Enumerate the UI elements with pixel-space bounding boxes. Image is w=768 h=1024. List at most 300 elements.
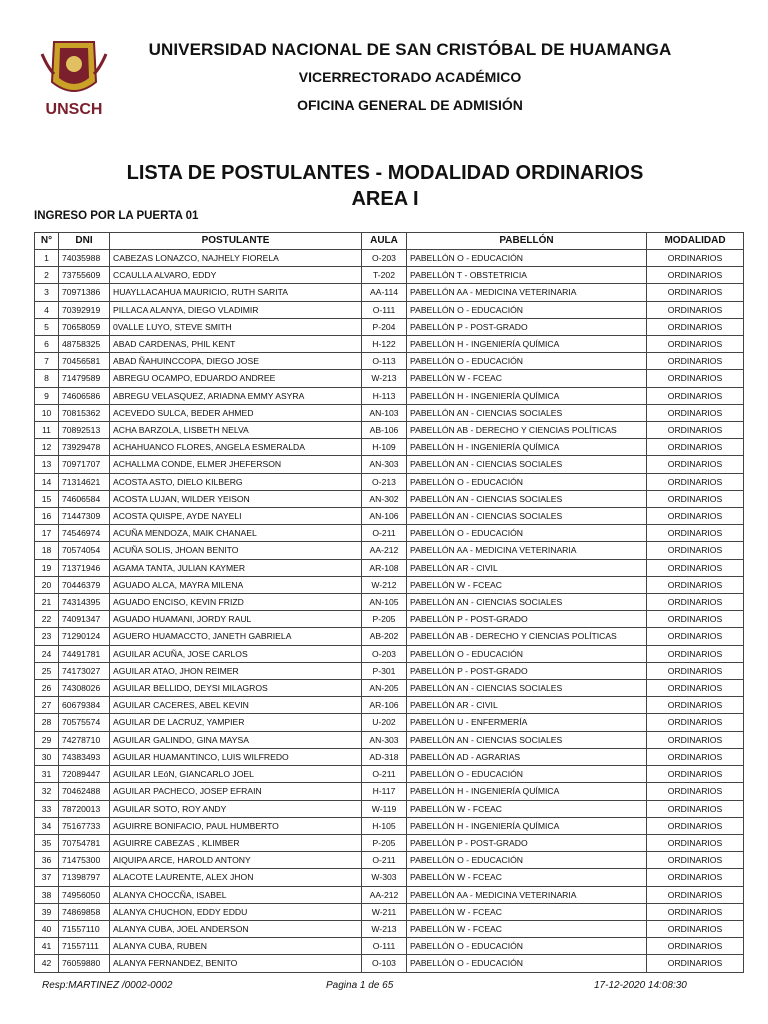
cell-classroom: P-205 [362,611,407,628]
cell-number: 30 [35,748,59,765]
cell-modality: ORDINARIOS [647,611,744,628]
cell-modality: ORDINARIOS [647,576,744,593]
cell-classroom: O-203 [362,250,407,267]
table-row [35,490,744,507]
cell-dni: 70574054 [59,542,110,559]
cell-number: 16 [35,508,59,525]
cell-applicant: AGUADO ENCISO, KEVIN FRIZD [110,594,362,611]
cell-pavilion: PABELLÓN O - EDUCACIÓN [407,645,647,662]
cell-classroom: O-211 [362,525,407,542]
cell-classroom: AN-303 [362,456,407,473]
cell-modality: ORDINARIOS [647,490,744,507]
cell-dni: 70971386 [59,284,110,301]
cell-dni: 74869858 [59,903,110,920]
cell-classroom: P-204 [362,318,407,335]
cell-dni: 70462488 [59,783,110,800]
cell-classroom: P-205 [362,834,407,851]
cell-number: 11 [35,422,59,439]
cell-number: 42 [35,955,59,972]
cell-pavilion: PABELLÓN W - FCEAC [407,800,647,817]
cell-modality: ORDINARIOS [647,645,744,662]
cell-classroom: AN-302 [362,490,407,507]
university-name: UNIVERSIDAD NACIONAL DE SAN CRISTÓBAL DE HUAMANGA [148,40,672,59]
cell-number: 22 [35,611,59,628]
cell-dni: 71314621 [59,473,110,490]
cell-dni: 73929478 [59,439,110,456]
cell-number: 36 [35,852,59,869]
col-pavilion: PABELLÓN [407,233,647,250]
cell-dni: 74035988 [59,250,110,267]
cell-classroom: AA-212 [362,542,407,559]
cell-number: 33 [35,800,59,817]
table-row [35,318,744,335]
cell-number: 15 [35,490,59,507]
table-row [35,766,744,783]
cell-pavilion: PABELLÓN AA - MEDICINA VETERINARIA [407,886,647,903]
cell-modality: ORDINARIOS [647,714,744,731]
cell-applicant: ALANYA CHOCCÑA, ISABEL [110,886,362,903]
cell-number: 2 [35,267,59,284]
cell-number: 37 [35,869,59,886]
cell-number: 20 [35,576,59,593]
cell-applicant: ABAD CARDENAS, PHIL KENT [110,336,362,353]
table-row [35,473,744,490]
cell-applicant: AGUILAR HUAMANTINCO, LUIS WILFREDO [110,748,362,765]
cell-classroom: O-211 [362,766,407,783]
cell-pavilion: PABELLÓN O - EDUCACIÓN [407,473,647,490]
cell-classroom: P-301 [362,662,407,679]
applicants-table [34,232,744,973]
cell-pavilion: PABELLÓN T - OBSTETRICIA [407,267,647,284]
cell-dni: 78720013 [59,800,110,817]
cell-dni: 70815362 [59,404,110,421]
table-row [35,800,744,817]
cell-dni: 71479589 [59,370,110,387]
cell-modality: ORDINARIOS [647,267,744,284]
footer-page: Pagina 1 de 65 [326,980,394,991]
table-row [35,938,744,955]
cell-modality: ORDINARIOS [647,594,744,611]
footer-responsible: Resp:MARTINEZ /0002-0002 [42,980,173,991]
logo-text: UNSCH [45,101,103,118]
cell-applicant: AGUILAR CACERES, ABEL KEVIN [110,697,362,714]
cell-classroom: W-213 [362,920,407,937]
cell-dni: 70658059 [59,318,110,335]
cell-pavilion: PABELLÓN AN - CIENCIAS SOCIALES [407,731,647,748]
cell-applicant: AGUERO HUAMACCTO, JANETH GABRIELA [110,628,362,645]
table-row [35,611,744,628]
cell-classroom: H-113 [362,387,407,404]
table-row [35,456,744,473]
cell-modality: ORDINARIOS [647,731,744,748]
cell-modality: ORDINARIOS [647,284,744,301]
table-row [35,628,744,645]
table-row [35,284,744,301]
cell-dni: 71447309 [59,508,110,525]
cell-pavilion: PABELLÓN O - EDUCACIÓN [407,766,647,783]
table-row [35,645,744,662]
cell-applicant: ACHALLMA CONDE, ELMER JHEFERSON [110,456,362,473]
cell-classroom: AB-202 [362,628,407,645]
cell-pavilion: PABELLÓN H - INGENIERÍA QUÍMICA [407,817,647,834]
table-row [35,680,744,697]
cell-classroom: AA-212 [362,886,407,903]
cell-classroom: O-111 [362,938,407,955]
cell-modality: ORDINARIOS [647,559,744,576]
cell-pavilion: PABELLÓN AB - DERECHO Y CIENCIAS POLÍTICAS [407,422,647,439]
cell-classroom: H-105 [362,817,407,834]
cell-applicant: ALANYA CHUCHON, EDDY EDDU [110,903,362,920]
cell-number: 27 [35,697,59,714]
cell-number: 6 [35,336,59,353]
cell-dni: 71371946 [59,559,110,576]
table-row [35,869,744,886]
table-row [35,955,744,972]
cell-pavilion: PABELLÓN AN - CIENCIAS SOCIALES [407,508,647,525]
cell-dni: 74278710 [59,731,110,748]
cell-classroom: O-103 [362,955,407,972]
table-header-row [35,233,744,250]
cell-pavilion: PABELLÓN P - POST-GRADO [407,834,647,851]
cell-dni: 76059880 [59,955,110,972]
cell-number: 23 [35,628,59,645]
cell-number: 9 [35,387,59,404]
cell-classroom: W-213 [362,370,407,387]
cell-applicant: ALANYA CUBA, JOEL ANDERSON [110,920,362,937]
cell-applicant: AGUILAR ACUÑA, JOSE CARLOS [110,645,362,662]
cell-pavilion: PABELLÓN O - EDUCACIÓN [407,938,647,955]
cell-dni: 74308026 [59,680,110,697]
cell-modality: ORDINARIOS [647,766,744,783]
cell-classroom: AR-108 [362,559,407,576]
cell-modality: ORDINARIOS [647,387,744,404]
university-logo [34,34,114,126]
cell-classroom: H-109 [362,439,407,456]
cell-applicant: AGUILAR DE LACRUZ, YAMPIER [110,714,362,731]
cell-pavilion: PABELLÓN W - FCEAC [407,370,647,387]
table-row [35,267,744,284]
cell-dni: 70971707 [59,456,110,473]
cell-pavilion: PABELLÓN AR - CIVIL [407,559,647,576]
cell-dni: 70446379 [59,576,110,593]
cell-modality: ORDINARIOS [647,353,744,370]
cell-classroom: AN-205 [362,680,407,697]
cell-dni: 74314395 [59,594,110,611]
cell-number: 28 [35,714,59,731]
cell-modality: ORDINARIOS [647,903,744,920]
cell-pavilion: PABELLÓN H - INGENIERÍA QUÍMICA [407,439,647,456]
cell-pavilion: PABELLÓN O - EDUCACIÓN [407,852,647,869]
cell-classroom: AA-114 [362,284,407,301]
gate-label: INGRESO POR LA PUERTA 01 [34,210,199,222]
cell-number: 19 [35,559,59,576]
table-row [35,387,744,404]
cell-applicant: ACOSTA LUJAN, WILDER YEISON [110,490,362,507]
cell-pavilion: PABELLÓN O - EDUCACIÓN [407,250,647,267]
col-modality: MODALIDAD [647,233,744,250]
cell-dni: 71398797 [59,869,110,886]
cell-applicant: ACHA BARZOLA, LISBETH NELVA [110,422,362,439]
cell-applicant: AGUILAR GALINDO, GINA MAYSA [110,731,362,748]
admission-office: OFICINA GENERAL DE ADMISIÓN [297,97,523,113]
cell-number: 3 [35,284,59,301]
table-row [35,576,744,593]
cell-modality: ORDINARIOS [647,869,744,886]
table-row [35,250,744,267]
cell-applicant: ACUÑA SOLIS, JHOAN BENITO [110,542,362,559]
cell-modality: ORDINARIOS [647,834,744,851]
cell-classroom: O-203 [362,645,407,662]
cell-modality: ORDINARIOS [647,370,744,387]
table-row [35,559,744,576]
cell-dni: 70892513 [59,422,110,439]
table-row [35,852,744,869]
cell-number: 38 [35,886,59,903]
cell-pavilion: PABELLÓN U - ENFERMERÍA [407,714,647,731]
cell-classroom: AR-106 [362,697,407,714]
cell-applicant: AGUILAR SOTO, ROY ANDY [110,800,362,817]
col-dni: DNI [59,233,110,250]
cell-modality: ORDINARIOS [647,800,744,817]
cell-modality: ORDINARIOS [647,628,744,645]
cell-applicant: PILLACA ALANYA, DIEGO VLADIMIR [110,301,362,318]
cell-applicant: AGUILAR ATAO, JHON REIMER [110,662,362,679]
cell-modality: ORDINARIOS [647,508,744,525]
cell-applicant: AGAMA TANTA, JULIAN KAYMER [110,559,362,576]
cell-pavilion: PABELLÓN W - FCEAC [407,869,647,886]
cell-modality: ORDINARIOS [647,456,744,473]
cell-pavilion: PABELLÓN AA - MEDICINA VETERINARIA [407,284,647,301]
cell-applicant: ABREGU VELASQUEZ, ARIADNA EMMY ASYRA [110,387,362,404]
cell-pavilion: PABELLÓN W - FCEAC [407,576,647,593]
cell-applicant: ACOSTA QUISPE, AYDE NAYELI [110,508,362,525]
table-row [35,920,744,937]
cell-number: 24 [35,645,59,662]
cell-classroom: AN-105 [362,594,407,611]
document-title: LISTA DE POSTULANTES - MODALIDAD ORDINARIOS [126,162,644,184]
table-row [35,731,744,748]
cell-pavilion: PABELLÓN P - POST-GRADO [407,662,647,679]
cell-classroom: AD-318 [362,748,407,765]
cell-applicant: ABREGU OCAMPO, EDUARDO ANDREE [110,370,362,387]
cell-dni: 71290124 [59,628,110,645]
cell-classroom: O-113 [362,353,407,370]
cell-dni: 74383493 [59,748,110,765]
cell-dni: 70575574 [59,714,110,731]
cell-applicant: ALACOTE LAURENTE, ALEX JHON [110,869,362,886]
col-number: N° [35,233,59,250]
cell-modality: ORDINARIOS [647,920,744,937]
cell-modality: ORDINARIOS [647,852,744,869]
cell-classroom: W-212 [362,576,407,593]
cell-number: 14 [35,473,59,490]
cell-classroom: W-211 [362,903,407,920]
table-row [35,370,744,387]
table-body [35,250,744,973]
cell-classroom: H-122 [362,336,407,353]
cell-number: 10 [35,404,59,421]
table-row [35,783,744,800]
cell-modality: ORDINARIOS [647,955,744,972]
table-row [35,336,744,353]
cell-pavilion: PABELLÓN AD - AGRARIAS [407,748,647,765]
cell-modality: ORDINARIOS [647,422,744,439]
col-classroom: AULA [362,233,407,250]
cell-number: 7 [35,353,59,370]
cell-number: 8 [35,370,59,387]
cell-applicant: CCAULLA ALVARO, EDDY [110,267,362,284]
table-row [35,662,744,679]
table-row [35,508,744,525]
cell-applicant: AGUADO ALCA, MAYRA MILENA [110,576,362,593]
cell-classroom: O-111 [362,301,407,318]
cell-modality: ORDINARIOS [647,938,744,955]
cell-pavilion: PABELLÓN AN - CIENCIAS SOCIALES [407,680,647,697]
cell-dni: 72089447 [59,766,110,783]
cell-classroom: W-119 [362,800,407,817]
cell-modality: ORDINARIOS [647,336,744,353]
cell-pavilion: PABELLÓN H - INGENIERÍA QUÍMICA [407,336,647,353]
cell-applicant: AGUIRRE CABEZAS , KLIMBER [110,834,362,851]
cell-applicant: AIQUIPA ARCE, HAROLD ANTONY [110,852,362,869]
cell-applicant: ACOSTA ASTO, DIELO KILBERG [110,473,362,490]
cell-modality: ORDINARIOS [647,886,744,903]
table-row [35,439,744,456]
cell-pavilion: PABELLÓN AB - DERECHO Y CIENCIAS POLÍTICAS [407,628,647,645]
cell-dni: 70754781 [59,834,110,851]
table-row [35,422,744,439]
cell-pavilion: PABELLÓN AR - CIVIL [407,697,647,714]
table-row [35,404,744,421]
table-row [35,886,744,903]
cell-applicant: AGUILAR BELLIDO, DEYSI MILAGROS [110,680,362,697]
table-row [35,301,744,318]
cell-applicant: AGUILAR PACHECO, JOSEP EFRAIN [110,783,362,800]
cell-number: 35 [35,834,59,851]
cell-dni: 48758325 [59,336,110,353]
cell-applicant: ABAD ÑAHUINCCOPA, DIEGO JOSE [110,353,362,370]
cell-number: 1 [35,250,59,267]
cell-dni: 60679384 [59,697,110,714]
cell-modality: ORDINARIOS [647,473,744,490]
cell-number: 4 [35,301,59,318]
cell-number: 32 [35,783,59,800]
cell-modality: ORDINARIOS [647,817,744,834]
cell-pavilion: PABELLÓN AN - CIENCIAS SOCIALES [407,456,647,473]
cell-pavilion: PABELLÓN O - EDUCACIÓN [407,353,647,370]
cell-classroom: AN-106 [362,508,407,525]
cell-pavilion: PABELLÓN H - INGENIERÍA QUÍMICA [407,387,647,404]
cell-number: 34 [35,817,59,834]
cell-modality: ORDINARIOS [647,697,744,714]
cell-applicant: ALANYA CUBA, RUBEN [110,938,362,955]
cell-modality: ORDINARIOS [647,680,744,697]
cell-dni: 74606584 [59,490,110,507]
cell-modality: ORDINARIOS [647,404,744,421]
cell-modality: ORDINARIOS [647,783,744,800]
cell-applicant: AGUILAR LEóN, GIANCARLO JOEL [110,766,362,783]
cell-dni: 73755609 [59,267,110,284]
cell-modality: ORDINARIOS [647,439,744,456]
cell-dni: 74091347 [59,611,110,628]
cell-dni: 70456581 [59,353,110,370]
cell-number: 25 [35,662,59,679]
table-row [35,542,744,559]
cell-number: 26 [35,680,59,697]
cell-pavilion: PABELLÓN AN - CIENCIAS SOCIALES [407,490,647,507]
table-row [35,748,744,765]
cell-pavilion: PABELLÓN O - EDUCACIÓN [407,301,647,318]
cell-number: 29 [35,731,59,748]
cell-number: 13 [35,456,59,473]
cell-dni: 71475300 [59,852,110,869]
cell-modality: ORDINARIOS [647,542,744,559]
cell-applicant: AGUADO HUAMANI, JORDY RAUL [110,611,362,628]
table-row [35,817,744,834]
cell-modality: ORDINARIOS [647,525,744,542]
cell-dni: 74491781 [59,645,110,662]
cell-dni: 71557110 [59,920,110,937]
cell-classroom: U-202 [362,714,407,731]
cell-pavilion: PABELLÓN O - EDUCACIÓN [407,525,647,542]
table-row [35,594,744,611]
cell-modality: ORDINARIOS [647,250,744,267]
cell-dni: 74606586 [59,387,110,404]
table-row [35,525,744,542]
cell-applicant: ACUÑA MENDOZA, MAIK CHANAEL [110,525,362,542]
cell-pavilion: PABELLÓN AN - CIENCIAS SOCIALES [407,404,647,421]
cell-modality: ORDINARIOS [647,318,744,335]
cell-pavilion: PABELLÓN O - EDUCACIÓN [407,955,647,972]
cell-number: 41 [35,938,59,955]
cell-classroom: H-117 [362,783,407,800]
table-row [35,714,744,731]
cell-pavilion: PABELLÓN AA - MEDICINA VETERINARIA [407,542,647,559]
cell-pavilion: PABELLÓN W - FCEAC [407,903,647,920]
cell-classroom: AB-106 [362,422,407,439]
cell-applicant: ACHAHUANCO FLORES, ANGELA ESMERALDA [110,439,362,456]
cell-classroom: AN-103 [362,404,407,421]
cell-dni: 74173027 [59,662,110,679]
vice-rectorate: VICERRECTORADO ACADÉMICO [298,69,522,85]
cell-applicant: ACEVEDO SULCA, BEDER AHMED [110,404,362,421]
cell-applicant: AGUIRRE BONIFACIO, PAUL HUMBERTO [110,817,362,834]
cell-pavilion: PABELLÓN AN - CIENCIAS SOCIALES [407,594,647,611]
cell-classroom: O-213 [362,473,407,490]
cell-classroom: AN-303 [362,731,407,748]
cell-pavilion: PABELLÓN P - POST-GRADO [407,611,647,628]
cell-classroom: O-211 [362,852,407,869]
cell-number: 18 [35,542,59,559]
cell-dni: 74546974 [59,525,110,542]
cell-pavilion: PABELLÓN W - FCEAC [407,920,647,937]
cell-dni: 70392919 [59,301,110,318]
cell-applicant: HUAYLLACAHUA MAURICIO, RUTH SARITA [110,284,362,301]
cell-classroom: W-303 [362,869,407,886]
footer-date: 17-12-2020 14:08:30 [594,980,687,991]
cell-modality: ORDINARIOS [647,301,744,318]
table-row [35,903,744,920]
cell-applicant: 0VALLE LUYO, STEVE SMITH [110,318,362,335]
cell-number: 39 [35,903,59,920]
cell-applicant: CABEZAS LONAZCO, NAJHELY FIORELA [110,250,362,267]
cell-pavilion: PABELLÓN H - INGENIERÍA QUÍMICA [407,783,647,800]
cell-number: 21 [35,594,59,611]
col-applicant: POSTULANTE [110,233,362,250]
cell-applicant: ALANYA FERNANDEZ, BENITO [110,955,362,972]
cell-modality: ORDINARIOS [647,662,744,679]
table-row [35,353,744,370]
